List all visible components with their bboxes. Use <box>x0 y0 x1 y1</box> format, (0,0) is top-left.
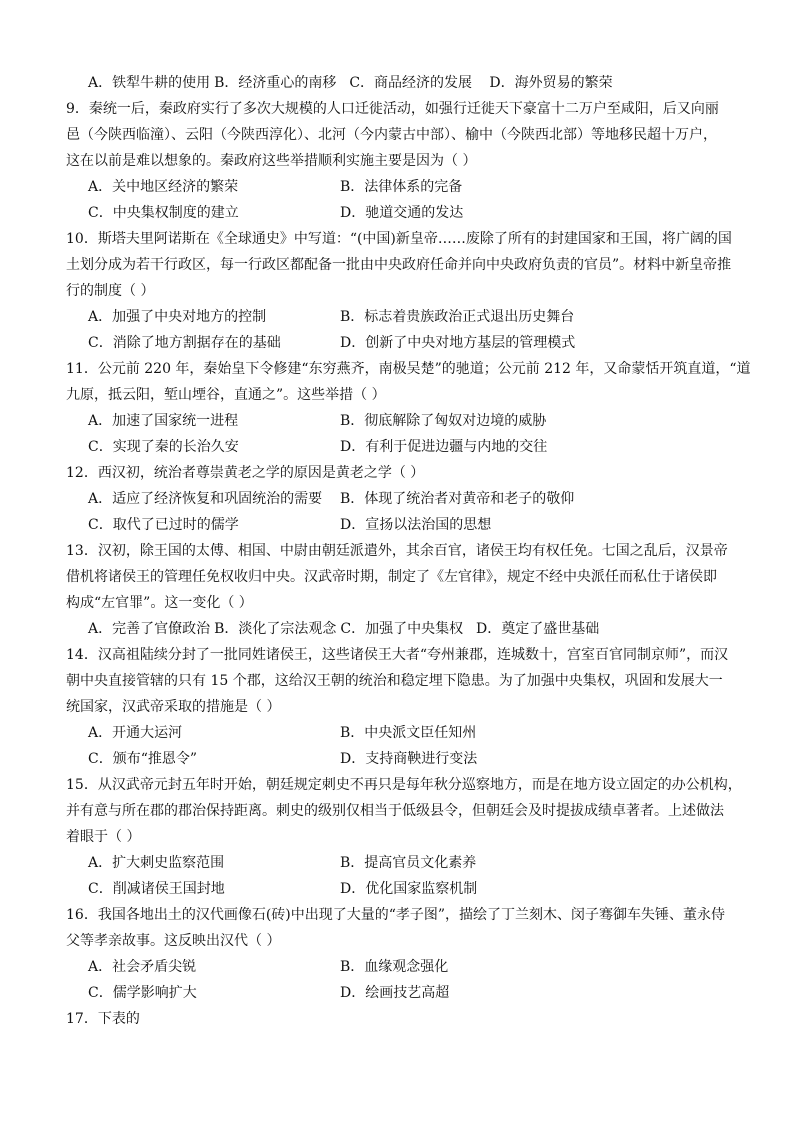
option-b: B．法律体系的完备 <box>340 179 463 195</box>
option-d: D．优化国家监察机制 <box>340 881 478 897</box>
option-d: D．支持商鞅进行变法 <box>340 751 478 767</box>
question-text: 借机将诸侯王的管理任免权收归中央。汉武帝时期，制定了《左官律》，规定不经中央派任而私仕于诸侯即 <box>66 569 717 585</box>
question-text: 并有意与所在郡的郡治保持距离。刺史的级别仅相当于低级县令，但朝廷会及时提拔成绩卓著者。上述做法 <box>66 803 724 819</box>
question-text: 15．从汉武帝元封五年时开始，朝廷规定刺史不再只是每年秋分巡察地方，而是在地方设立固定的办公机构， <box>66 777 742 793</box>
option-d: D．宣扬以法治国的思想 <box>340 517 492 533</box>
option-d: D．绘画技艺高超 <box>340 985 450 1001</box>
question-text: 这在以前是难以想象的。秦政府这些举措顺利实施主要是因为（ ） <box>66 153 477 169</box>
question-text: 着眼于（ ） <box>66 829 141 845</box>
option-b: B．淡化了宗法观念 <box>214 621 337 637</box>
option-a: A．开通大运河 <box>88 725 183 741</box>
options <box>66 174 736 226</box>
question-12 <box>66 460 736 538</box>
option-d: D．驰道交通的发达 <box>340 205 464 221</box>
option-b: B．血缘观念强化 <box>340 959 449 975</box>
option-c: C．消除了地方割据存在的基础 <box>88 335 281 351</box>
options <box>66 408 736 460</box>
option-a: A．关中地区经济的繁荣 <box>88 179 239 195</box>
option-b: B．提高官员文化素养 <box>340 855 477 871</box>
option-b: B．中央派文臣任知州 <box>340 725 477 741</box>
option-c: C．颁布“推恩令” <box>88 751 198 767</box>
option-b: B．彻底解除了匈奴对边境的威胁 <box>340 413 547 429</box>
option: D．海外贸易的繁荣 <box>489 75 613 91</box>
question-list <box>66 70 751 1032</box>
option-c: C．加强了中央集权 <box>340 621 464 637</box>
option-b: B．标志着贵族政治正式退出历史舞台 <box>340 309 575 325</box>
question-9 <box>66 96 736 226</box>
question-text: 12．西汉初，统治者尊崇黄老之学的原因是黄老之学（ ） <box>66 465 425 481</box>
option-a: A．社会矛盾尖锐 <box>88 959 197 975</box>
question-text: 10．斯塔夫里阿诺斯在《全球通史》中写道：“(中国)新皇帝……废除了所有的封建国家和王国，将广阔的国 <box>66 231 732 247</box>
options <box>66 850 736 902</box>
option-d: D．有利于促进边疆与内地的交往 <box>340 439 548 455</box>
options <box>66 616 736 642</box>
option-b: B．体现了统治者对黄帝和老子的敬仰 <box>340 491 575 507</box>
question-15 <box>66 772 742 902</box>
option: A．铁犁牛耕的使用 <box>88 75 211 91</box>
option-c: C．取代了已过时的儒学 <box>88 517 239 533</box>
question-text: 13．汉初，除王国的太傅、相国、中尉由朝廷派遣外，其余百官，诸侯王均有权任免。七国之乱后，汉景帝 <box>66 543 728 559</box>
option-a: A．加速了国家统一进程 <box>88 413 239 429</box>
question-13 <box>66 538 736 642</box>
question-text: 9．秦统一后，秦政府实行了多次大规模的人口迁徙活动，如强行迁徙天下豪富十二万户至咸阳，后又向丽 <box>66 101 719 117</box>
question-text: 统国家，汉武帝采取的措施是（ ） <box>66 699 281 715</box>
option-a: A．加强了中央对地方的控制 <box>88 309 267 325</box>
question-text: 行的制度（ ） <box>66 283 155 299</box>
option-d: D．创新了中央对地方基层的管理模式 <box>340 335 576 351</box>
question-text: 朝中央直接管辖的只有 15 个郡，这给汉王朝的统治和稳定埋下隐患。为了加强中央集权，巩固和发展大一 <box>66 673 723 689</box>
option-a: A．完善了官僚政治 <box>88 621 211 637</box>
option: C．商品经济的发展 <box>349 75 473 91</box>
question-text: 11．公元前 220 年，秦始皇下令修建“东穷燕齐，南极吴楚”的驰道；公元前 212 年，又命蒙恬开筑直道，“道 <box>66 361 751 377</box>
question-11 <box>66 356 751 460</box>
options <box>66 954 736 1006</box>
option-c: C．中央集权制度的建立 <box>88 205 239 221</box>
question-text: 土划分成为若干行政区，每一行政区都配备一批由中央政府任命并向中央政府负责的官员”。材料中新皇帝推 <box>66 257 732 273</box>
option-c: C．儒学影响扩大 <box>88 985 197 1001</box>
question-text: 邑（今陕西临潼）、云阳（今陕西淳化）、北河（今内蒙古中部）、榆中（今陕西北部）等地移民超十万户， <box>66 127 717 143</box>
options <box>66 720 736 772</box>
question-text: 构成“左官罪”。这一变化（ ） <box>66 595 253 611</box>
option-c: C．实现了秦的长治久安 <box>88 439 239 455</box>
question-text: 14．汉高祖陆续分封了一批同姓诸侯王，这些诸侯王大者“夸州兼郡，连城数十，宫室百官同制京师”，而汉 <box>66 647 729 663</box>
question-text: 17．下表的 <box>66 1011 140 1027</box>
option-c: C．削减诸侯王国封地 <box>88 881 225 897</box>
q8-options <box>66 70 736 96</box>
question-text: 父等孝亲故事。这反映出汉代（ ） <box>66 933 281 949</box>
option: B．经济重心的南移 <box>214 75 337 91</box>
options <box>66 486 736 538</box>
question-14 <box>66 642 736 772</box>
options <box>66 304 736 356</box>
question-text: 16．我国各地出土的汉代画像石(砖)中出现了大量的“孝子图”，描绘了丁兰刻木、闵子骞御车失锤、董永侍 <box>66 907 726 923</box>
option-d: D．奠定了盛世基础 <box>476 621 600 637</box>
question-text: 九原，抵云阳，堑山堙谷，直通之”。这些举措（ ） <box>66 387 386 403</box>
option-a: A．适应了经济恢复和巩固统治的需要 <box>88 491 323 507</box>
option-a: A．扩大刺史监察范围 <box>88 855 225 871</box>
question-17 <box>66 1006 736 1032</box>
question-10 <box>66 226 736 356</box>
question-16 <box>66 902 736 1006</box>
